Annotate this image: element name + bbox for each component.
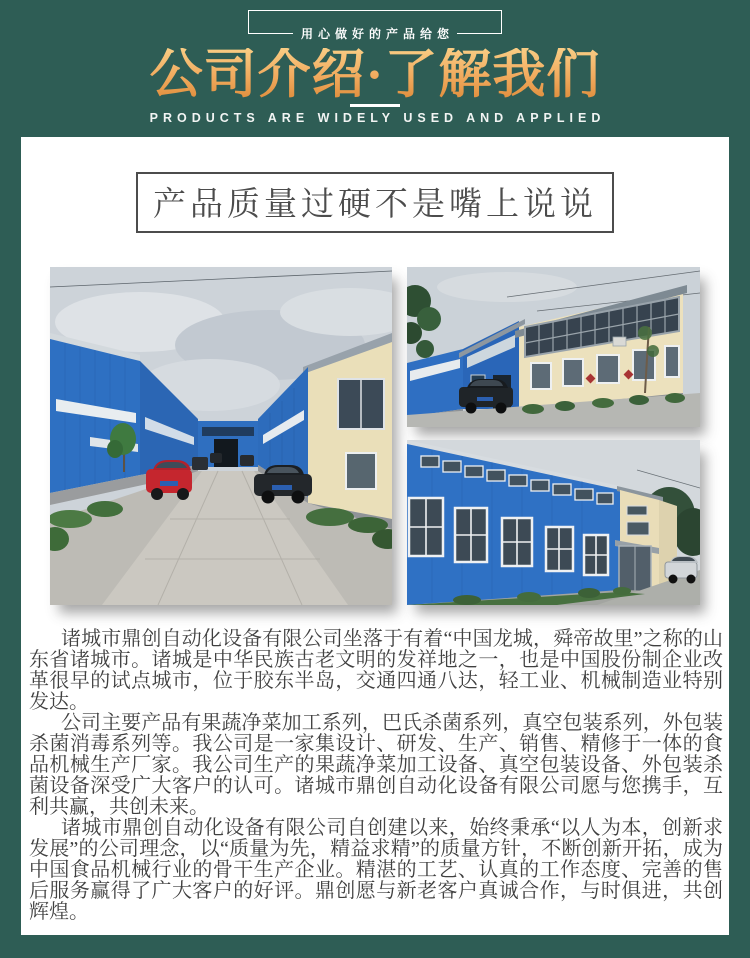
header (0, 0, 750, 125)
office-building-photo (407, 267, 700, 427)
content-panel (21, 137, 729, 935)
paragraph-location: 诸城市鼎创自动化设备有限公司坐落于有着“中国龙城，舜帝故里”之称的山东省诸城市。诸城是中华民族古老文明的发祥地之一，也是中国股份制企业改革很早的试点城市，位于胶东半岛，交通四通八达，轻工业、机械制造业特别发达。 (29, 628, 723, 714)
page-subtitle: PRODUCTS ARE WIDELY USED AND APPLIED (149, 111, 606, 126)
divider-line-right (457, 33, 501, 34)
factory-courtyard-photo (50, 267, 392, 605)
section-title: 产品质量过硬不是嘴上说说 (153, 187, 597, 224)
tagline-row (249, 25, 501, 42)
page-title: 公司介绍·了解我们 (0, 48, 750, 102)
company-description (29, 629, 723, 923)
section-title-box (136, 172, 614, 233)
tagline-frame (248, 10, 502, 41)
paragraph-philosophy: 诸城市鼎创自动化设备有限公司自创建以来，始终秉承“以人为本，创新求发展”的公司理念，以“质量为先，精益求精”的质量方针，不断创新开拓，成为中国食品机械行业的骨干生产企业。精湛的工艺、认真的工作态度、完善的售后服务赢得了广大客户的好评。鼎创愿与新老客户真诚合作，与时俱进，共创辉煌。 (29, 817, 723, 924)
tagline-text: 用心做好的产品给您 (300, 27, 454, 41)
title-underline (350, 104, 400, 107)
paragraph-products: 公司主要产品有果蔬净菜加工系列，巴氏杀菌系列，真空包装系列，外包装杀菌消毒系列等。我公司是一家集设计、研发、生产、销售、精修于一体的食品机械生产厂家。我公司生产的果蔬净菜加工设备、真空包装设备、外包装杀菌设备深受广大客户的认可。诸城市鼎创自动化设备有限公司愿与您携手，互利共赢，共创未来。 (29, 712, 723, 819)
cream-building-right (303, 333, 392, 531)
photo-grid (50, 267, 700, 605)
photo-column (407, 267, 700, 605)
divider-line-left (249, 33, 293, 34)
blue-workshop-photo (407, 440, 700, 605)
